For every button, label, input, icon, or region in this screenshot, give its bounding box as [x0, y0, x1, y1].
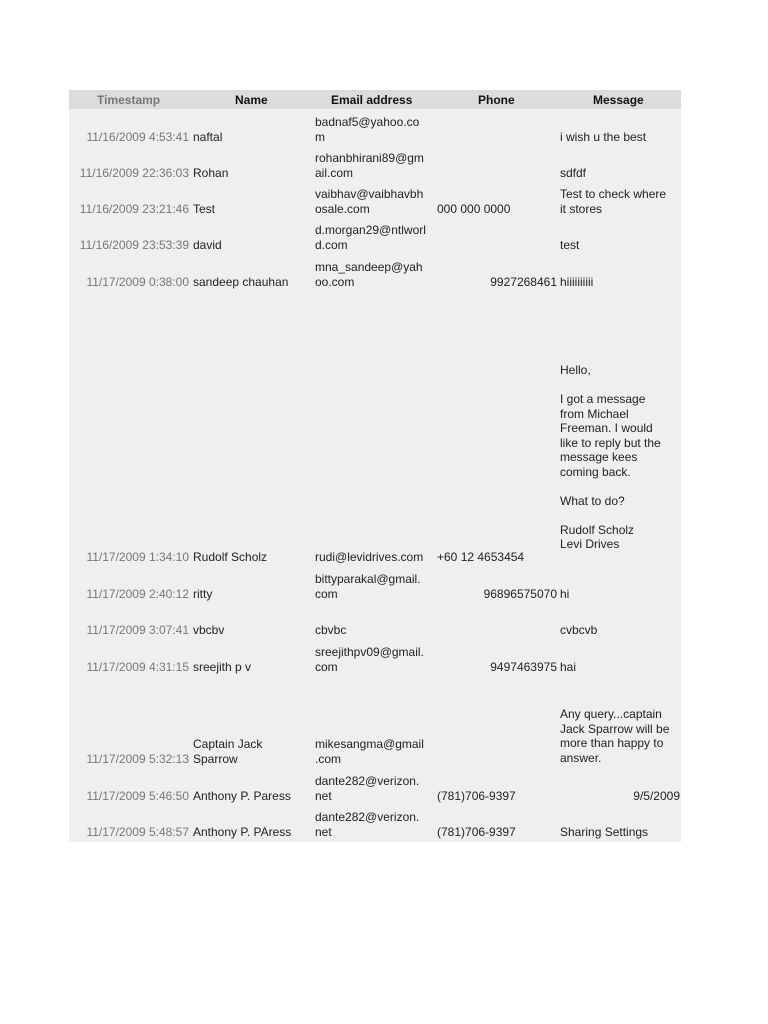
name-cell: naftal	[193, 130, 223, 144]
header-name[interactable]: Name	[235, 93, 268, 107]
timestamp-cell: 11/17/2009 4:31:15	[86, 660, 189, 674]
name-cell: david	[193, 238, 222, 252]
header-message[interactable]: Message	[593, 93, 644, 107]
timestamp-cell: 11/16/2009 4:53:41	[86, 130, 189, 144]
message-cell: hi	[560, 587, 570, 601]
timestamp-cell: 11/17/2009 2:40:12	[86, 587, 189, 601]
timestamp-cell: 11/17/2009 5:32:13	[86, 752, 189, 766]
email-cell: d.morgan29@ntlworl d.com	[315, 223, 426, 252]
timestamp-cell: 11/17/2009 3:07:41	[86, 623, 189, 637]
phone-cell: 9927268461	[490, 275, 557, 289]
email-cell: rohanbhirani89@gm ail.com	[315, 151, 424, 180]
header-timestamp[interactable]: Timestamp	[97, 93, 161, 107]
name-cell: Captain Jack Sparrow	[193, 737, 263, 766]
message-cell: hiiiiiiiiii	[560, 275, 594, 289]
spreadsheet-table	[69, 90, 681, 842]
email-cell: dante282@verizon. net	[315, 810, 420, 839]
message-cell: test	[560, 238, 580, 252]
message-cell: Any query...captain Jack Sparrow will be more than happy to answer.	[560, 707, 670, 765]
phone-cell: 9497463975	[490, 660, 557, 674]
timestamp-cell: 11/17/2009 1:34:10	[86, 550, 189, 564]
header-row	[69, 90, 681, 109]
message-cell: hai	[560, 660, 577, 674]
message-cell: Test to check where it stores	[560, 187, 667, 216]
header-phone[interactable]: Phone	[478, 93, 515, 107]
timestamp-cell: 11/17/2009 0:38:00	[86, 275, 189, 289]
name-cell: sandeep chauhan	[193, 275, 289, 289]
name-cell: Anthony P. PAress	[193, 825, 292, 839]
email-cell: sreejithpv09@gmail. com	[315, 645, 424, 674]
message-cell: Sharing Settings	[560, 825, 649, 839]
message-cell: i wish u the best	[560, 130, 647, 144]
email-cell: dante282@verizon. net	[315, 774, 420, 803]
timestamp-cell: 11/16/2009 22:36:03	[79, 166, 189, 180]
email-cell: mna_sandeep@yah oo.com	[315, 260, 423, 289]
name-cell: sreejith p v	[193, 660, 252, 674]
email-cell: badnaf5@yahoo.co m	[315, 115, 420, 144]
phone-cell: +60 12 4653454	[437, 550, 525, 564]
email-cell: mikesangma@gmail .com	[315, 737, 424, 766]
phone-cell: 96896575070	[483, 587, 557, 601]
timestamp-cell: 11/16/2009 23:53:39	[79, 238, 189, 252]
email-cell: rudi@levidrives.com	[315, 550, 424, 564]
message-cell: sdfdf	[560, 166, 587, 180]
phone-cell: 000 000 0000	[437, 202, 511, 216]
message-cell: Hello, I got a message from Michael Freeman. I would like to reply but the message kees coming back. What to do? Rudolf Scholz Levi Drives	[560, 363, 661, 551]
timestamp-cell: 11/17/2009 5:48:57	[86, 825, 189, 839]
name-cell: vbcbv	[193, 623, 225, 637]
header-email[interactable]: Email address	[331, 93, 413, 107]
timestamp-cell: 11/17/2009 5:46:50	[86, 789, 189, 803]
name-cell: Anthony P. Paress	[193, 789, 291, 803]
phone-cell: (781)706-9397	[437, 789, 516, 803]
name-cell: Test	[193, 202, 216, 216]
email-cell: bittyparakal@gmail. com	[315, 572, 421, 601]
phone-cell: (781)706-9397	[437, 825, 516, 839]
email-cell: vaibhav@vaibhavbh osale.com	[315, 187, 424, 216]
name-cell: Rudolf Scholz	[193, 550, 268, 564]
email-cell: cbvbc	[315, 623, 347, 637]
timestamp-cell: 11/16/2009 23:21:46	[79, 202, 189, 216]
name-cell: Rohan	[193, 166, 229, 180]
message-cell: 9/5/2009	[633, 789, 680, 803]
message-cell: cvbcvb	[560, 623, 598, 637]
name-cell: ritty	[193, 587, 213, 601]
